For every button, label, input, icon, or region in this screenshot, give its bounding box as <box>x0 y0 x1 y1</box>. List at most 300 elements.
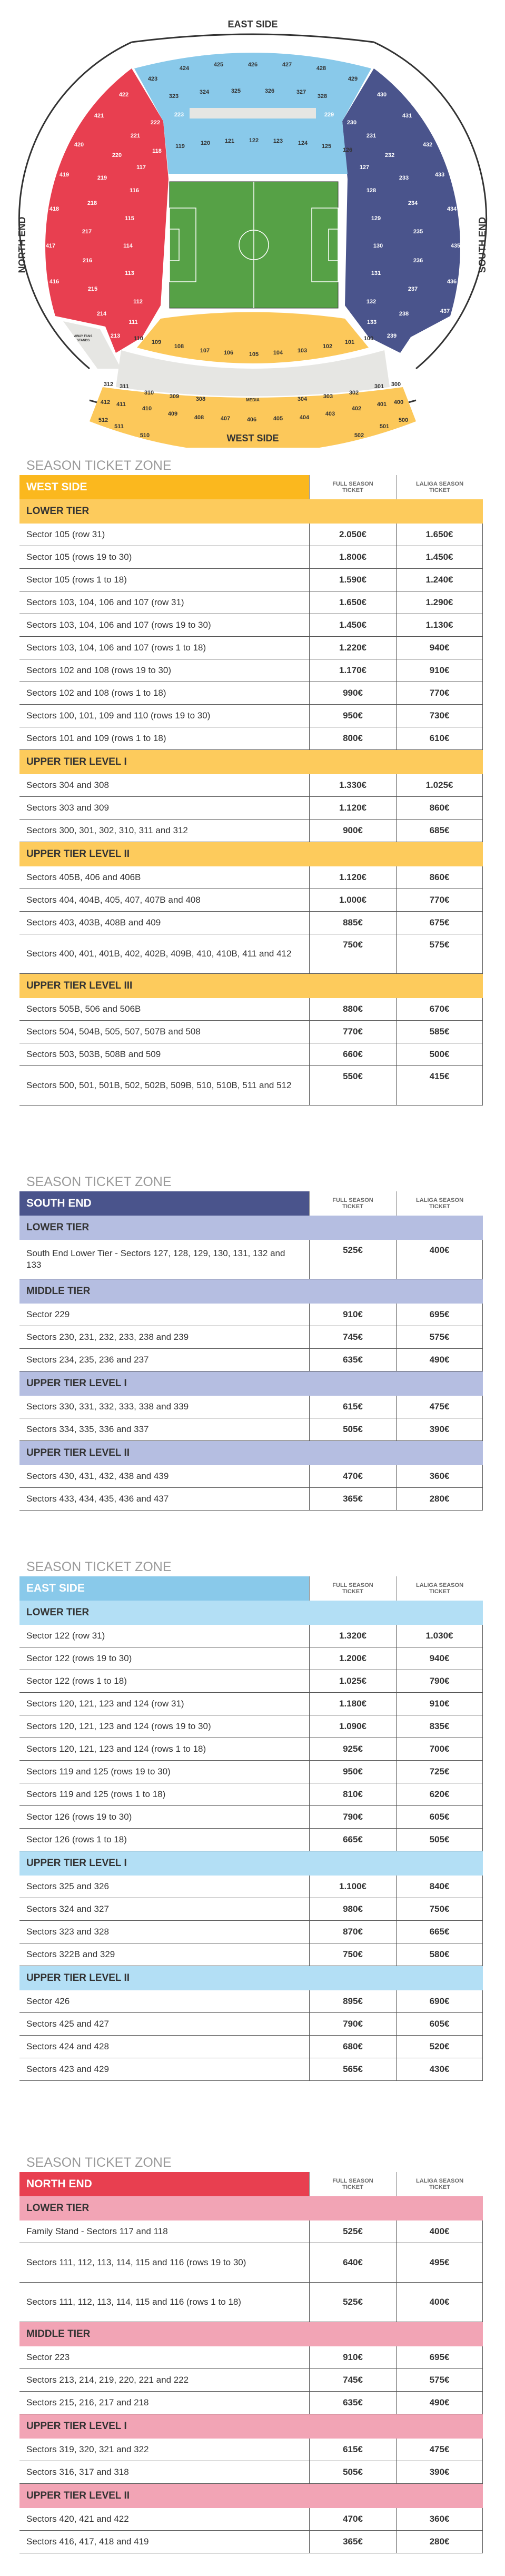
laliga-season-price: 575€ <box>396 1326 483 1348</box>
table-row <box>19 2461 483 2484</box>
laliga-season-price: 490€ <box>396 1349 483 1371</box>
sector-label-132[interactable]: 132 <box>366 298 377 305</box>
tier-header: UPPER TIER LEVEL II <box>19 2484 483 2508</box>
sector-description: Sectors 324 and 327 <box>26 1904 109 1914</box>
sector-label-409[interactable]: 409 <box>167 410 178 417</box>
table-row <box>19 1240 483 1279</box>
zone-table-west-side <box>19 456 483 1106</box>
sector-label-309[interactable]: 309 <box>169 393 180 400</box>
table-row <box>19 1043 483 1066</box>
sector-label-403[interactable]: 403 <box>325 410 335 417</box>
sector-label-108[interactable]: 108 <box>174 343 184 350</box>
table-row <box>19 1715 483 1738</box>
sector-label-126[interactable]: 126 <box>342 146 353 153</box>
full-season-price: 800€ <box>309 727 396 749</box>
full-season-price: 1.800€ <box>309 546 396 568</box>
table-row <box>19 2243 483 2283</box>
sector-label-105[interactable]: 105 <box>249 351 259 358</box>
sector-description: Sectors 430, 431, 432, 438 and 439 <box>26 1471 169 1481</box>
full-season-price: 900€ <box>309 820 396 842</box>
zone-title: SEASON TICKET ZONE <box>26 2155 172 2170</box>
sector-label-430[interactable]: 430 <box>377 91 387 98</box>
full-season-price: 950€ <box>309 705 396 727</box>
sector-label-312[interactable]: 312 <box>103 381 114 388</box>
laliga-season-price: 700€ <box>396 1738 483 1760</box>
sector-label-103[interactable]: 103 <box>297 347 308 354</box>
map-label-west: WEST SIDE <box>226 433 279 443</box>
sector-description: Family Stand - Sectors 117 and 118 <box>26 2226 168 2236</box>
sector-description: Sectors 334, 335, 336 and 337 <box>26 1424 149 1434</box>
tier-header: LOWER TIER <box>19 499 483 524</box>
sector-label-215[interactable]: 215 <box>87 285 98 292</box>
sector-description: Sectors 420, 421 and 422 <box>26 2514 129 2524</box>
sector-label-302[interactable]: 302 <box>349 389 359 396</box>
laliga-season-price: 665€ <box>396 1921 483 1943</box>
laliga-season-price: 1.290€ <box>396 591 483 614</box>
full-season-price: 660€ <box>309 1043 396 1065</box>
sector-label-435[interactable]: 435 <box>450 242 461 249</box>
laliga-season-price: 1.450€ <box>396 546 483 568</box>
sector-label-236[interactable]: 236 <box>413 257 423 264</box>
full-season-price: 910€ <box>309 2346 396 2368</box>
sector-label-502[interactable]: 502 <box>354 432 364 439</box>
sector-label-501[interactable]: 501 <box>379 423 390 430</box>
sector-label-223[interactable]: 223 <box>174 111 184 118</box>
laliga-season-ticket-header: LALIGA SEASON TICKET <box>396 1191 483 1216</box>
full-season-price: 750€ <box>309 934 396 973</box>
full-season-ticket-header: FULL SEASON TICKET <box>309 475 396 499</box>
laliga-season-price: 575€ <box>396 2369 483 2391</box>
table-row <box>19 1304 483 1326</box>
sector-label-405[interactable]: 405 <box>273 415 283 422</box>
laliga-season-price: 940€ <box>396 1647 483 1670</box>
sector-label-327[interactable]: 327 <box>296 88 306 95</box>
full-season-price: 635€ <box>309 2392 396 2414</box>
sector-label-116[interactable]: 116 <box>130 187 139 194</box>
sector-label-239[interactable]: 239 <box>387 332 397 339</box>
sector-description: Sectors 120, 121, 123 and 124 (rows 1 to 18) <box>26 1744 206 1754</box>
full-season-price: 870€ <box>309 1921 396 1943</box>
sector-label-436[interactable]: 436 <box>447 278 457 285</box>
sector-description: Sector 122 (row 31) <box>26 1631 105 1641</box>
full-season-ticket-header: FULL SEASON TICKET <box>309 2172 396 2196</box>
laliga-season-price: 860€ <box>396 866 483 889</box>
sector-description: Sectors 322B and 329 <box>26 1949 115 1959</box>
zone-name: SOUTH END <box>19 1191 309 1216</box>
sector-description: Sectors 215, 216, 217 and 218 <box>26 2397 149 2407</box>
laliga-season-price: 910€ <box>396 659 483 682</box>
sector-label-101[interactable]: 101 <box>344 339 355 346</box>
outer-ring-east <box>132 34 374 42</box>
stadium-seating-map <box>0 0 505 448</box>
sector-label-310[interactable]: 310 <box>144 389 154 396</box>
table-row <box>19 1876 483 1898</box>
sector-label-218[interactable]: 218 <box>87 200 97 206</box>
zone-table-south-end <box>19 1172 483 1511</box>
sector-label-303[interactable]: 303 <box>323 393 333 400</box>
sector-label-117[interactable]: 117 <box>136 164 146 171</box>
sector-label-133[interactable]: 133 <box>367 319 377 325</box>
east-concourse <box>190 108 316 119</box>
table-row <box>19 1488 483 1511</box>
laliga-season-price: 860€ <box>396 797 483 819</box>
laliga-season-price: 400€ <box>396 1240 483 1279</box>
sector-label-230[interactable]: 230 <box>346 119 357 126</box>
table-row <box>19 2346 483 2369</box>
sector-label-500[interactable]: 500 <box>398 417 409 423</box>
full-season-price: 810€ <box>309 1783 396 1805</box>
sector-description: Sectors 316, 317 and 318 <box>26 2467 129 2477</box>
sector-label-219[interactable]: 219 <box>97 174 107 181</box>
laliga-season-price: 670€ <box>396 998 483 1020</box>
table-row <box>19 1066 483 1106</box>
sector-label-311[interactable]: 311 <box>120 383 129 390</box>
sector-label-512[interactable]: 512 <box>98 417 108 423</box>
sector-description: Sectors 103, 104, 106 and 107 (row 31) <box>26 597 184 607</box>
sector-label-510[interactable]: 510 <box>140 432 150 439</box>
laliga-season-price: 475€ <box>396 1396 483 1418</box>
sector-description: Sectors 400, 401, 401B, 402, 402B, 409B, 410, 410B, 411 and 412 <box>26 949 292 959</box>
sector-label-123[interactable]: 123 <box>273 137 283 144</box>
sector-description: South End Lower Tier - Sectors 127, 128, 129, 130, 131, 132 and 133 <box>26 1248 285 1270</box>
sector-label-119[interactable]: 119 <box>175 143 185 150</box>
table-row <box>19 524 483 546</box>
sector-description: Sectors 505B, 506 and 506B <box>26 1004 141 1014</box>
full-season-price: 680€ <box>309 2036 396 2058</box>
sector-label-407[interactable]: 407 <box>220 415 231 422</box>
laliga-season-price: 1.030€ <box>396 1625 483 1647</box>
laliga-season-price: 750€ <box>396 1898 483 1920</box>
sector-label-428[interactable]: 428 <box>316 65 326 72</box>
sector-description: Sectors 103, 104, 106 and 107 (rows 19 to 30) <box>26 620 211 630</box>
sector-label-427[interactable]: 427 <box>282 61 292 68</box>
tier-header: UPPER TIER LEVEL I <box>19 2414 483 2439</box>
tier-header: UPPER TIER LEVEL I <box>19 1371 483 1396</box>
media-label: MEDIA <box>246 398 260 402</box>
table-row <box>19 774 483 797</box>
sector-label-111[interactable]: 111 <box>128 319 138 325</box>
sector-label-131[interactable]: 131 <box>371 270 381 277</box>
full-season-price: 365€ <box>309 2531 396 2553</box>
sector-label-216[interactable]: 216 <box>82 257 93 264</box>
sector-label-127[interactable]: 127 <box>359 164 370 171</box>
sector-description: Sector 426 <box>26 1996 70 2006</box>
sector-label-213[interactable]: 213 <box>110 332 121 339</box>
sector-label-424[interactable]: 424 <box>179 65 190 72</box>
sector-label-511[interactable]: 511 <box>114 423 124 430</box>
full-season-price: 505€ <box>309 1418 396 1440</box>
table-row <box>19 2283 483 2322</box>
table-row <box>19 1806 483 1829</box>
laliga-season-price: 475€ <box>396 2439 483 2461</box>
laliga-season-price: 610€ <box>396 727 483 749</box>
sector-label-300[interactable]: 300 <box>391 381 401 388</box>
sector-label-323[interactable]: 323 <box>169 93 179 100</box>
full-season-price: 1.120€ <box>309 866 396 889</box>
zone-table-east-side <box>19 1557 483 2081</box>
laliga-season-price: 400€ <box>396 2220 483 2243</box>
sector-label-308[interactable]: 308 <box>195 396 206 402</box>
sector-label-115[interactable]: 115 <box>125 215 134 222</box>
sector-label-118[interactable]: 118 <box>152 147 162 154</box>
sector-label-232[interactable]: 232 <box>384 152 395 159</box>
sector-description: Sector 105 (row 31) <box>26 529 105 539</box>
tier-header: LOWER TIER <box>19 1601 483 1625</box>
table-row <box>19 998 483 1021</box>
full-season-price: 2.050€ <box>309 524 396 546</box>
sector-label-422[interactable]: 422 <box>118 91 129 98</box>
sector-label-221[interactable]: 221 <box>130 132 141 139</box>
sector-label-324[interactable]: 324 <box>199 88 210 95</box>
sector-label-102[interactable]: 102 <box>322 343 333 350</box>
table-row <box>19 1396 483 1418</box>
sector-label-406[interactable]: 406 <box>246 416 257 423</box>
laliga-season-price: 770€ <box>396 889 483 911</box>
zone-table-north-end <box>19 2153 483 2553</box>
laliga-season-price: 695€ <box>396 1304 483 1326</box>
sector-label-304[interactable]: 304 <box>297 396 308 402</box>
zone-header <box>19 1576 483 1601</box>
zone-title: SEASON TICKET ZONE <box>26 1560 172 1574</box>
table-row <box>19 2392 483 2414</box>
sector-label-110[interactable]: 110 <box>134 335 143 342</box>
full-season-price: 1.450€ <box>309 614 396 636</box>
sector-label-229[interactable]: 229 <box>324 111 334 118</box>
sector-label-121[interactable]: 121 <box>224 137 235 144</box>
sector-label-237[interactable]: 237 <box>408 285 418 292</box>
table-row <box>19 866 483 889</box>
sector-description: Sectors 119 and 125 (rows 1 to 18) <box>26 1789 166 1799</box>
sector-label-106[interactable]: 106 <box>223 349 234 356</box>
laliga-season-price: 500€ <box>396 1043 483 1065</box>
map-label-north: NORTH END <box>17 216 27 273</box>
full-season-price: 950€ <box>309 1761 396 1783</box>
sector-label-109[interactable]: 109 <box>151 339 162 346</box>
zone-header <box>19 475 483 499</box>
sector-label-408[interactable]: 408 <box>194 414 204 421</box>
table-row <box>19 1625 483 1647</box>
tier-header: UPPER TIER LEVEL I <box>19 1851 483 1876</box>
full-season-price: 1.650€ <box>309 591 396 614</box>
sector-description: Sectors 119 and 125 (rows 19 to 30) <box>26 1766 171 1776</box>
sector-label-421[interactable]: 421 <box>94 112 104 119</box>
sector-description: Sectors 300, 301, 302, 310, 311 and 312 <box>26 825 188 835</box>
table-row <box>19 1898 483 1921</box>
full-season-price: 750€ <box>309 1943 396 1966</box>
sector-description: Sectors 111, 112, 113, 114, 115 and 116 (rows 19 to 30) <box>26 2257 246 2267</box>
sector-description: Sectors 102 and 108 (rows 1 to 18) <box>26 688 166 698</box>
sector-label-434[interactable]: 434 <box>447 205 457 212</box>
sector-label-124[interactable]: 124 <box>298 140 308 146</box>
sector-label-128[interactable]: 128 <box>366 187 377 194</box>
sector-label-122[interactable]: 122 <box>249 137 259 144</box>
sector-label-130[interactable]: 130 <box>373 242 383 249</box>
tier-header: LOWER TIER <box>19 2196 483 2220</box>
full-season-price: 525€ <box>309 1240 396 1279</box>
laliga-season-price: 580€ <box>396 1943 483 1966</box>
sector-label-220[interactable]: 220 <box>112 152 122 159</box>
map-label-south: SOUTH END <box>477 216 488 273</box>
laliga-season-price: 835€ <box>396 1715 483 1738</box>
sector-label-418[interactable]: 418 <box>49 205 60 212</box>
table-row <box>19 1761 483 1783</box>
sector-description: Sectors 103, 104, 106 and 107 (rows 1 to 18) <box>26 643 206 653</box>
sector-description: Sectors 303 and 309 <box>26 803 109 813</box>
sector-label-411[interactable]: 411 <box>116 401 126 408</box>
zone-name: WEST SIDE <box>19 475 309 499</box>
sector-description: Sectors 423 and 429 <box>26 2064 109 2074</box>
laliga-season-ticket-header: LALIGA SEASON TICKET <box>396 2172 483 2196</box>
sector-label-326[interactable]: 326 <box>264 87 275 94</box>
sector-label-400[interactable]: 400 <box>393 399 404 406</box>
zone-header <box>19 1191 483 1216</box>
sector-label-112[interactable]: 112 <box>133 298 143 305</box>
sector-label-410[interactable]: 410 <box>142 405 152 412</box>
sector-description: Sectors 500, 501, 501B, 502, 502B, 509B, 510, 510B, 511 and 512 <box>26 1080 292 1090</box>
sector-label-217[interactable]: 217 <box>82 228 92 235</box>
sector-description: Sectors 102 and 108 (rows 19 to 30) <box>26 665 171 675</box>
sector-label-129[interactable]: 129 <box>371 215 381 222</box>
full-season-price: 895€ <box>309 1990 396 2012</box>
sector-description: Sectors 424 and 428 <box>26 2041 109 2051</box>
sector-label-222[interactable]: 222 <box>150 119 161 126</box>
sector-label-325[interactable]: 325 <box>231 87 241 94</box>
laliga-season-price: 620€ <box>396 1783 483 1805</box>
table-row <box>19 659 483 682</box>
full-season-price: 665€ <box>309 1829 396 1851</box>
sector-label-412[interactable]: 412 <box>100 399 111 406</box>
sector-label-431[interactable]: 431 <box>402 112 412 119</box>
laliga-season-price: 280€ <box>396 1488 483 1510</box>
sector-label-233[interactable]: 233 <box>399 174 409 181</box>
full-season-price: 1.200€ <box>309 1647 396 1670</box>
full-season-price: 505€ <box>309 2461 396 2483</box>
sector-label-404[interactable]: 404 <box>299 414 310 421</box>
full-season-price: 470€ <box>309 2508 396 2530</box>
sector-label-401[interactable]: 401 <box>377 401 387 408</box>
sector-label-235[interactable]: 235 <box>413 228 423 235</box>
full-season-price: 1.170€ <box>309 659 396 682</box>
sector-label-420[interactable]: 420 <box>74 141 84 148</box>
table-row <box>19 1990 483 2013</box>
sector-label-437[interactable]: 437 <box>440 308 450 314</box>
sector-label-417[interactable]: 417 <box>45 242 56 249</box>
full-season-price: 525€ <box>309 2220 396 2243</box>
sector-description: Sectors 120, 121, 123 and 124 (rows 19 to 30) <box>26 1721 211 1731</box>
full-season-price: 770€ <box>309 1021 396 1043</box>
tier-header: MIDDLE TIER <box>19 1279 483 1304</box>
sector-label-419[interactable]: 419 <box>59 171 70 178</box>
full-season-price: 1.320€ <box>309 1625 396 1647</box>
laliga-season-price: 605€ <box>396 1806 483 1828</box>
table-row <box>19 1829 483 1851</box>
sector-label-423[interactable]: 423 <box>147 75 158 82</box>
tier-header: UPPER TIER LEVEL III <box>19 974 483 998</box>
sector-label-231[interactable]: 231 <box>366 132 377 139</box>
sector-description: Sector 223 <box>26 2352 70 2362</box>
laliga-season-price: 1.650€ <box>396 524 483 546</box>
sector-label-238[interactable]: 238 <box>399 310 409 317</box>
table-row <box>19 2220 483 2243</box>
full-season-price: 910€ <box>309 1304 396 1326</box>
table-row <box>19 727 483 750</box>
table-row <box>19 2508 483 2531</box>
sector-label-426[interactable]: 426 <box>247 61 258 68</box>
sector-label-432[interactable]: 432 <box>422 141 433 148</box>
table-row <box>19 2439 483 2461</box>
table-row <box>19 889 483 912</box>
laliga-season-price: 725€ <box>396 1761 483 1783</box>
laliga-season-price: 490€ <box>396 2392 483 2414</box>
sector-description: Sector 229 <box>26 1309 70 1319</box>
sector-description: Sectors 416, 417, 418 and 419 <box>26 2536 149 2547</box>
laliga-season-price: 360€ <box>396 2508 483 2530</box>
tier-header: UPPER TIER LEVEL II <box>19 842 483 866</box>
full-season-price: 1.090€ <box>309 1715 396 1738</box>
sector-label-416[interactable]: 416 <box>49 278 60 285</box>
sector-label-107[interactable]: 107 <box>200 347 210 354</box>
laliga-season-price: 280€ <box>396 2531 483 2553</box>
sector-label-429[interactable]: 429 <box>348 75 358 82</box>
table-row <box>19 546 483 569</box>
sector-label-125[interactable]: 125 <box>321 143 332 150</box>
table-row <box>19 2531 483 2553</box>
laliga-season-price: 1.240€ <box>396 569 483 591</box>
sector-description: Sectors 325 and 326 <box>26 1881 109 1891</box>
full-season-price: 885€ <box>309 912 396 934</box>
sector-label-402[interactable]: 402 <box>351 405 362 412</box>
sector-description: Sectors 234, 235, 236 and 237 <box>26 1355 149 1365</box>
sector-label-433[interactable]: 433 <box>434 171 445 178</box>
full-season-ticket-header: FULL SEASON TICKET <box>309 1576 396 1601</box>
sector-label-301[interactable]: 301 <box>374 383 384 390</box>
sector-description: Sector 122 (rows 1 to 18) <box>26 1676 127 1686</box>
table-row <box>19 1783 483 1806</box>
laliga-season-price: 940€ <box>396 637 483 659</box>
table-row <box>19 797 483 820</box>
laliga-season-price: 1.025€ <box>396 774 483 796</box>
full-season-price: 1.590€ <box>309 569 396 591</box>
north-end-stand[interactable] <box>45 68 169 353</box>
sector-label-120[interactable]: 120 <box>200 140 211 146</box>
full-season-price: 745€ <box>309 1326 396 1348</box>
sector-description: Sectors 111, 112, 113, 114, 115 and 116 (rows 1 to 18) <box>26 2297 241 2307</box>
sector-label-214[interactable]: 214 <box>96 310 107 317</box>
sector-label-234[interactable]: 234 <box>408 200 418 206</box>
sector-description: Sectors 405B, 406 and 406B <box>26 872 141 882</box>
sector-description: Sector 105 (rows 19 to 30) <box>26 552 132 562</box>
sector-description: Sectors 330, 331, 332, 333, 338 and 339 <box>26 1401 189 1412</box>
tier-header: LOWER TIER <box>19 1216 483 1240</box>
laliga-season-price: 840€ <box>396 1876 483 1898</box>
full-season-price: 640€ <box>309 2243 396 2282</box>
sector-label-425[interactable]: 425 <box>213 61 224 68</box>
table-row <box>19 1921 483 1943</box>
sector-label-113[interactable]: 113 <box>125 270 134 277</box>
sector-label-114[interactable]: 114 <box>123 242 133 249</box>
sector-label-100[interactable]: 100 <box>363 335 374 342</box>
laliga-season-price: 605€ <box>396 2013 483 2035</box>
sector-description: Sectors 504, 504B, 505, 507, 507B and 508 <box>26 1027 201 1037</box>
sector-label-104[interactable]: 104 <box>273 349 283 356</box>
sector-label-328[interactable]: 328 <box>317 93 328 100</box>
full-season-price: 1.330€ <box>309 774 396 796</box>
laliga-season-price: 360€ <box>396 1465 483 1487</box>
full-season-price: 615€ <box>309 1396 396 1418</box>
laliga-season-price: 390€ <box>396 2461 483 2483</box>
table-row <box>19 1738 483 1761</box>
full-season-price: 790€ <box>309 1806 396 1828</box>
